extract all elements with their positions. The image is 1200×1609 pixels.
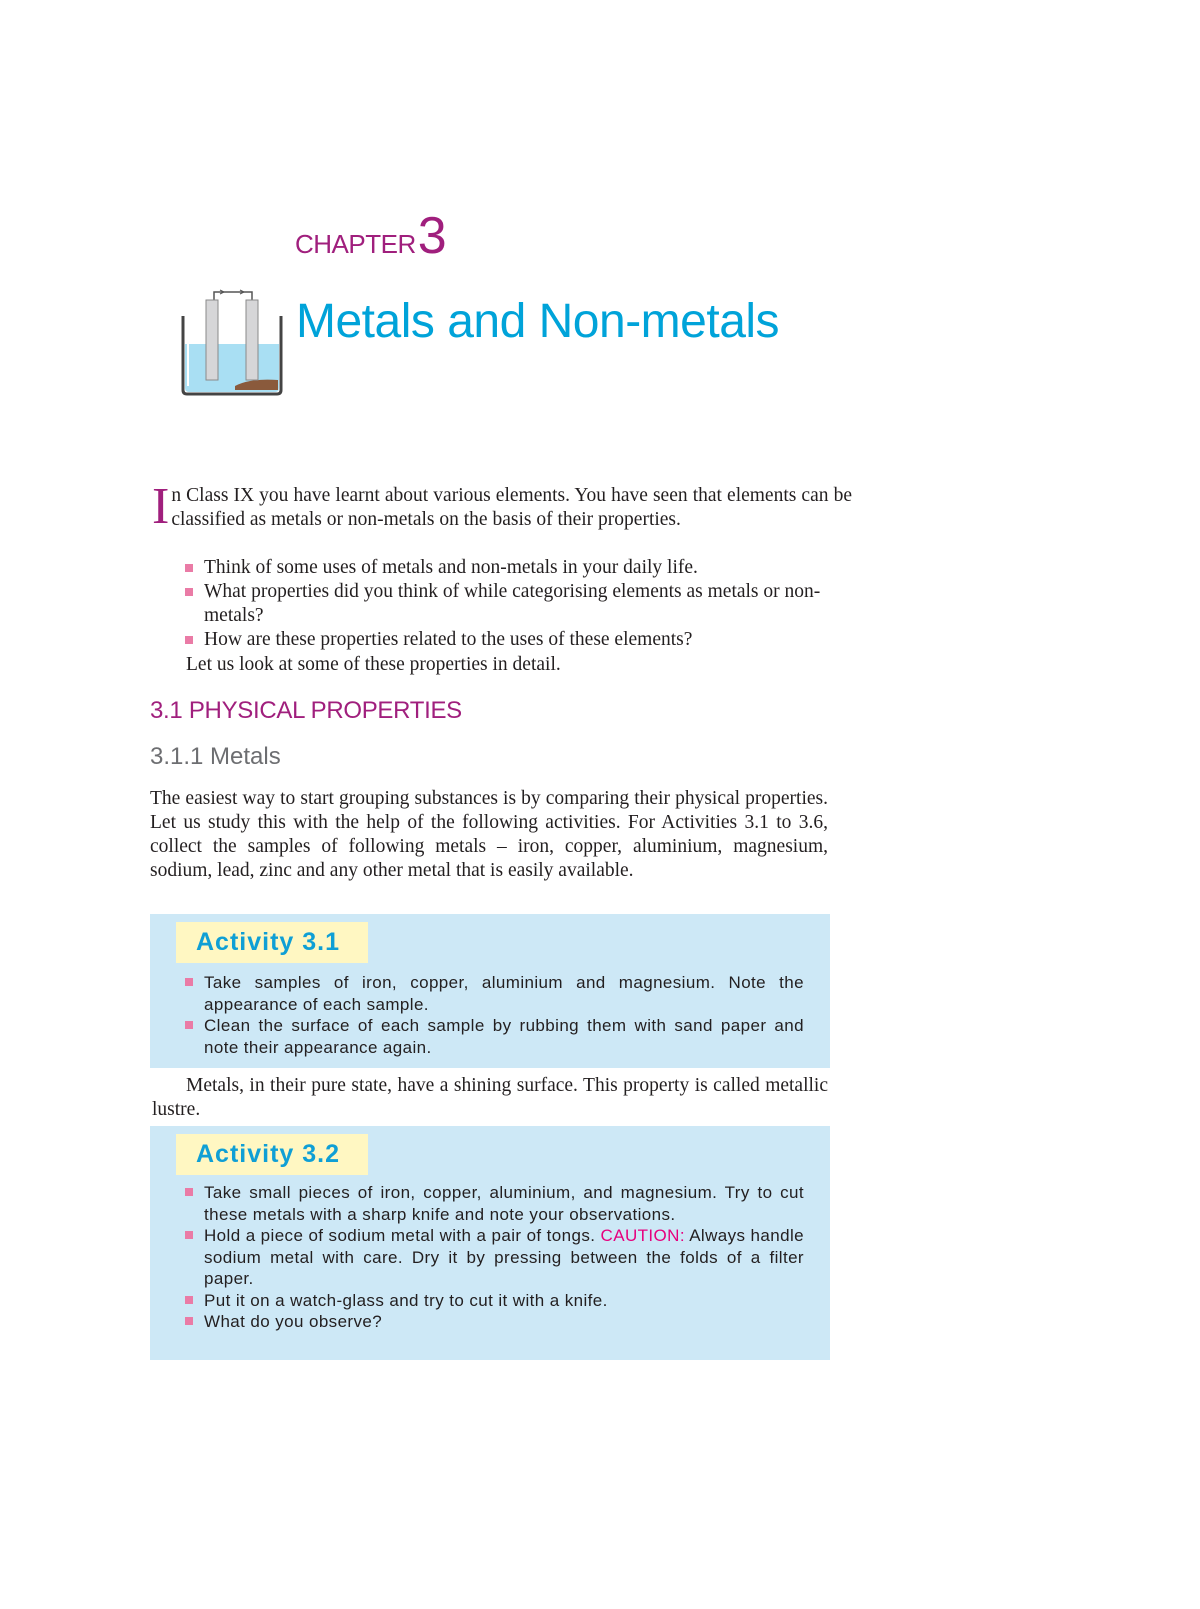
square-bullet-icon	[185, 564, 193, 572]
square-bullet-icon	[185, 1296, 193, 1304]
chapter-label	[295, 207, 447, 265]
list-item	[178, 1290, 804, 1312]
list-item	[178, 1225, 804, 1290]
lustre-text: Metals, in their pure state, have a shining surface. This property is called metallic lustre.	[152, 1075, 828, 1120]
list-item-text: How are these properties related to the uses of these elements?	[204, 629, 693, 650]
section-heading: 3.1 PHYSICAL PROPERTIES	[150, 697, 462, 724]
intro-paragraph	[152, 478, 852, 535]
lustre-paragraph	[152, 1074, 828, 1122]
list-item-text: Always handle sodium metal with care. Dry it by pressing between the folds of a filter paper.	[204, 1226, 805, 1288]
list-item-text: Think of some uses of metals and non-metals in your daily life.	[204, 557, 698, 578]
chapter-word: CHAPTER	[295, 229, 416, 259]
square-bullet-icon	[185, 1188, 193, 1196]
list-item	[178, 1311, 804, 1333]
activity-3-2-list	[178, 1182, 804, 1333]
intro-bullet-list	[178, 556, 858, 652]
intro-text: n Class IX you have learnt about various elements. You have seen that elements can be classified as metals or non-metals on the basis of their properties.	[171, 485, 852, 530]
list-item	[178, 580, 858, 628]
square-bullet-icon	[185, 588, 193, 596]
square-bullet-icon	[185, 1317, 193, 1325]
caution-label: CAUTION:	[600, 1226, 685, 1245]
list-item	[178, 972, 804, 1015]
list-item-text: Take samples of iron, copper, aluminium and magnesium. Note the appearance of each sample.	[204, 973, 804, 1014]
list-item	[178, 1015, 804, 1058]
list-item-text: Hold a piece of sodium metal with a pair of tongs.	[204, 1226, 596, 1245]
square-bullet-icon	[185, 1021, 193, 1029]
chapter-title: Metals and Non-metals	[296, 295, 780, 348]
list-item	[178, 628, 858, 652]
list-item-text: Clean the surface of each sample by rubbing them with sand paper and note their appearance again.	[204, 1016, 804, 1057]
intro-followup: Let us look at some of these properties in detail.	[186, 654, 561, 675]
list-item-text: What do you observe?	[204, 1312, 383, 1331]
chapter-number: 3	[417, 207, 447, 265]
activity-3-1-list	[178, 972, 804, 1058]
square-bullet-icon	[185, 636, 193, 644]
list-item	[178, 1182, 804, 1225]
list-item-text: Put it on a watch-glass and try to cut it with a knife.	[204, 1290, 608, 1310]
activity-title: Activity 3.2	[176, 1134, 368, 1175]
beaker-electrodes-icon	[180, 286, 286, 398]
subsection-heading: 3.1.1 Metals	[150, 743, 281, 770]
list-item-text: Take small pieces of iron, copper, aluminium, and magnesium. Try to cut these metals with a sharp knife and note your observations.	[204, 1183, 804, 1224]
square-bullet-icon	[185, 1231, 193, 1239]
list-item	[178, 556, 858, 580]
drop-cap: I	[152, 478, 170, 535]
activity-title: Activity 3.1	[176, 922, 368, 963]
list-item-text: What properties did you think of while categorising elements as metals or non-metals?	[204, 581, 821, 626]
square-bullet-icon	[185, 978, 193, 986]
section-paragraph: The easiest way to start grouping substances is by comparing their physical properties. Let us study this with the help of the following activities. For Activities 3.1 to 3.6, collect the samples of following metals – iron, copper, aluminium, magnesium, sodium, lead, zinc and any other metal that is easily available.	[150, 788, 828, 881]
